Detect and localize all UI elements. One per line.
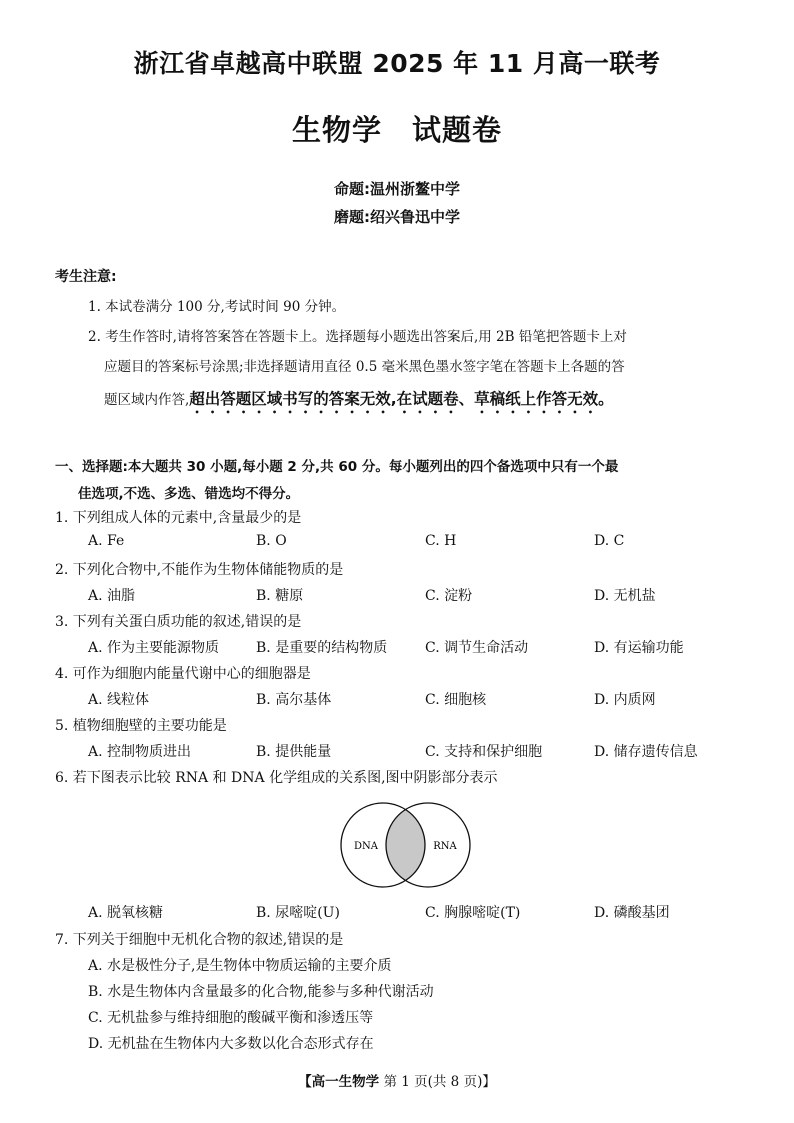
option-b: B. 是重要的结构物质 [256,640,388,656]
footer-page-number: 第 1 页(共 8 页)】 [383,1074,496,1090]
option-d: D. 有运输功能 [594,640,684,656]
question-3-stem: 3. 下列有关蛋白质功能的叙述,错误的是 [55,614,302,630]
option-d: D. 无机盐 [594,588,656,604]
doc-type: 试题卷 [412,113,503,147]
question-2-stem: 2. 下列化合物中,不能作为生物体储能物质的是 [55,562,344,578]
option-d: D. 内质网 [594,692,656,708]
exam-title: 浙江省卓越高中联盟 2025 年 11 月高一联考 [133,49,661,78]
dna-rna-venn-diagram [338,800,473,890]
venn-rna-label: RNA [433,841,457,852]
notice-plain-text: 题区域内作答, [104,392,190,408]
option-b: B. 糖原 [256,588,304,604]
option-b: B. 提供能量 [256,744,332,760]
question-7-stem: 7. 下列关于细胞中无机化合物的叙述,错误的是 [55,932,344,948]
option-c: C. 胸腺嘧啶(T) [425,905,521,921]
option-a: A. 水是极性分子,是生物体中物质运输的主要介质 [88,958,392,974]
question-1-stem: 1. 下列组成人体的元素中,含量最少的是 [55,510,302,526]
option-a: A. 作为主要能源物质 [88,640,220,656]
option-d: D. 无机盐在生物体内大多数以化合态形式存在 [88,1036,374,1052]
option-c: C. 支持和保护细胞 [425,744,543,760]
option-c: C. 淀粉 [425,588,473,604]
option-c: C. 无机盐参与维持细胞的酸碱平衡和渗透压等 [88,1010,374,1026]
section-line-2: 佳选项,不选、多选、错选均不得分。 [78,486,300,502]
option-a: A. 脱氧核糖 [88,905,164,921]
question-4-stem: 4. 可作为细胞内能量代谢中心的细胞器是 [55,666,311,682]
question-5-stem: 5. 植物细胞壁的主要功能是 [55,718,227,734]
section-heading [55,454,755,508]
subject-name: 生物学 [291,113,382,147]
notice-item-1: 1. 本试卷满分 100 分,考试时间 90 分钟。 [88,299,346,315]
section-line-1: 一、选择题:本大题共 30 小题,每小题 2 分,共 60 分。每小题列出的四个备选项中只有一个最 [55,459,619,475]
option-a: A. Fe [88,533,125,549]
proposer-line: 命题:温州浙鳌中学 [334,180,460,198]
option-b: B. O [256,533,287,549]
reviewer-line: 磨题:绍兴鲁迅中学 [334,208,460,226]
venn-dna-label: DNA [354,841,378,852]
notice-item-2-line-2: 应题目的答案标号涂黑;非选择题请用直径 0.5 毫米黑色墨水签字笔在答题卡上各题的答 [104,359,625,375]
option-d: D. 磷酸基团 [594,905,670,921]
notice-heading: 考生注意: [55,269,117,285]
option-a: A. 油脂 [88,588,136,604]
option-c: C. H [425,533,457,549]
option-b: B. 水是生物体内含量最多的化合物,能参与多种代谢活动 [88,984,434,1000]
option-c: C. 调节生命活动 [425,640,529,656]
option-c: C. 细胞核 [425,692,487,708]
page-footer [0,1070,794,1090]
option-a: A. 线粒体 [88,692,150,708]
footer-course: 【高一生物学 [298,1074,380,1090]
option-b: B. 高尔基体 [256,692,332,708]
option-a: A. 控制物质进出 [88,744,192,760]
exam-subtitle [0,108,794,149]
option-d: D. 储存遗传信息 [594,744,698,760]
option-b: B. 尿嘧啶(U) [256,905,340,921]
notice-item-2-line-3 [104,384,754,417]
option-d: D. C [594,533,625,549]
question-6-stem: 6. 若下图表示比较 RNA 和 DNA 化学组成的关系图,图中阴影部分表示 [55,770,498,786]
notice-item-2-line-1: 2. 考生作答时,请将答案答在答题卡上。选择题每小题选出答案后,用 2B 铅笔把答题卡上对 [88,329,627,345]
notice-emphasis-text: 超出答题区域书写的答案无效,在试题卷、草稿纸上作答无效。 [189,390,614,408]
